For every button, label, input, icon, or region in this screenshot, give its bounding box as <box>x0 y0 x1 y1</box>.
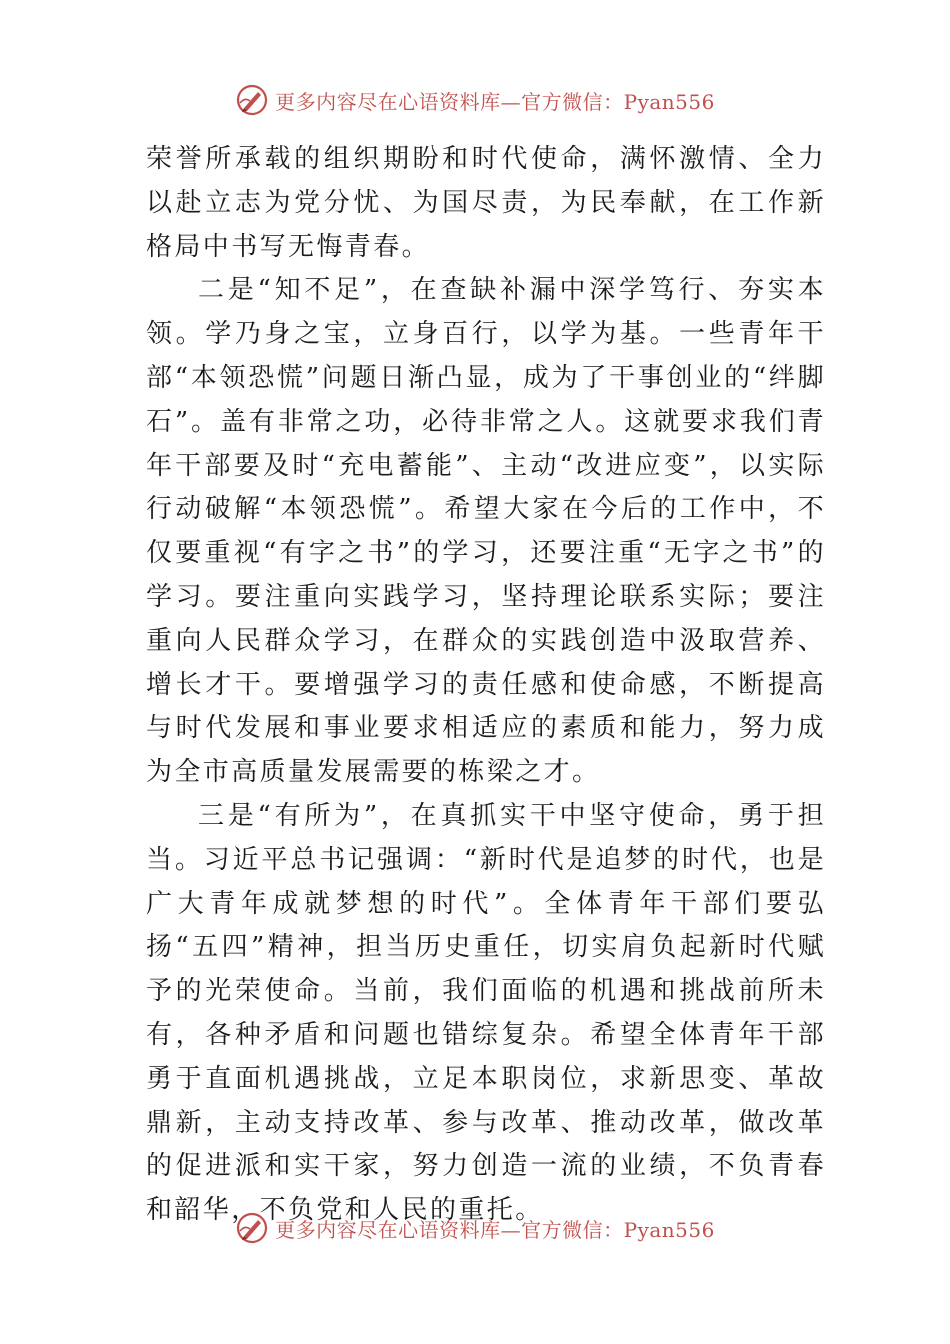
document-body <box>146 138 826 1233</box>
footer-banner <box>0 1208 950 1248</box>
footer-banner-text: 更多内容尽在心语资料库—官方微信：Pyan556 <box>275 1217 715 1242</box>
paragraph-zhi-bu-zu: 二是“知不足”，在查缺补漏中深学笃行、夯实本领。学乃身之宝，立身百行，以学为基。一些青年干部“本领恐慌”问题日渐凸显，成为了干事创业的“绊脚石”。盖有非常之功，必待非常之人。这就要求我们青年干部要及时“充电蓄能”、主动“改进应变”，以实际行动破解“本领恐慌”。希望大家在今后的工作中，不仅要重视“有字之书”的学习，还要注重“无字之书”的学习。要注重向实践学习，坚持理论联系实际；要注重向人民群众学习，在群众的实践创造中汲取营养、增长才干。要增强学习的责任感和使命感，不断提高与时代发展和事业要求相适应的素质和能力，努力成为全市高质量发展需要的栋梁之才。 <box>146 275 826 788</box>
paragraph-you-suo-wei: 三是“有所为”，在真抓实干中坚守使命，勇于担当。习近平总书记强调：“新时代是追梦的时代，也是广大青年成就梦想的时代”。全体青年干部们要弘扬“五四”精神，担当历史重任，切实肩负起新时代赋予的光荣使命。当前，我们面临的机遇和挑战前所未有，各种矛盾和问题也错综复杂。希望全体青年干部勇于直面机遇挑战，立足本职岗位，求新思变、革故鼎新，主动支持改革、参与改革、推动改革，做改革的促进派和实干家，努力创造一流的业绩，不负青春和韶华，不负党和人民的重托。 <box>146 800 826 1226</box>
pen-logo-icon <box>235 1211 269 1245</box>
pen-logo-icon <box>235 83 269 117</box>
header-banner-text: 更多内容尽在心语资料库—官方微信：Pyan556 <box>275 89 715 114</box>
paragraph-continuation: 荣誉所承载的组织期盼和时代使命，满怀激情、全力以赴立志为党分忧、为国尽责，为民奉献，在工作新格局中书写无悔青春。 <box>146 144 826 262</box>
header-banner <box>0 80 950 120</box>
